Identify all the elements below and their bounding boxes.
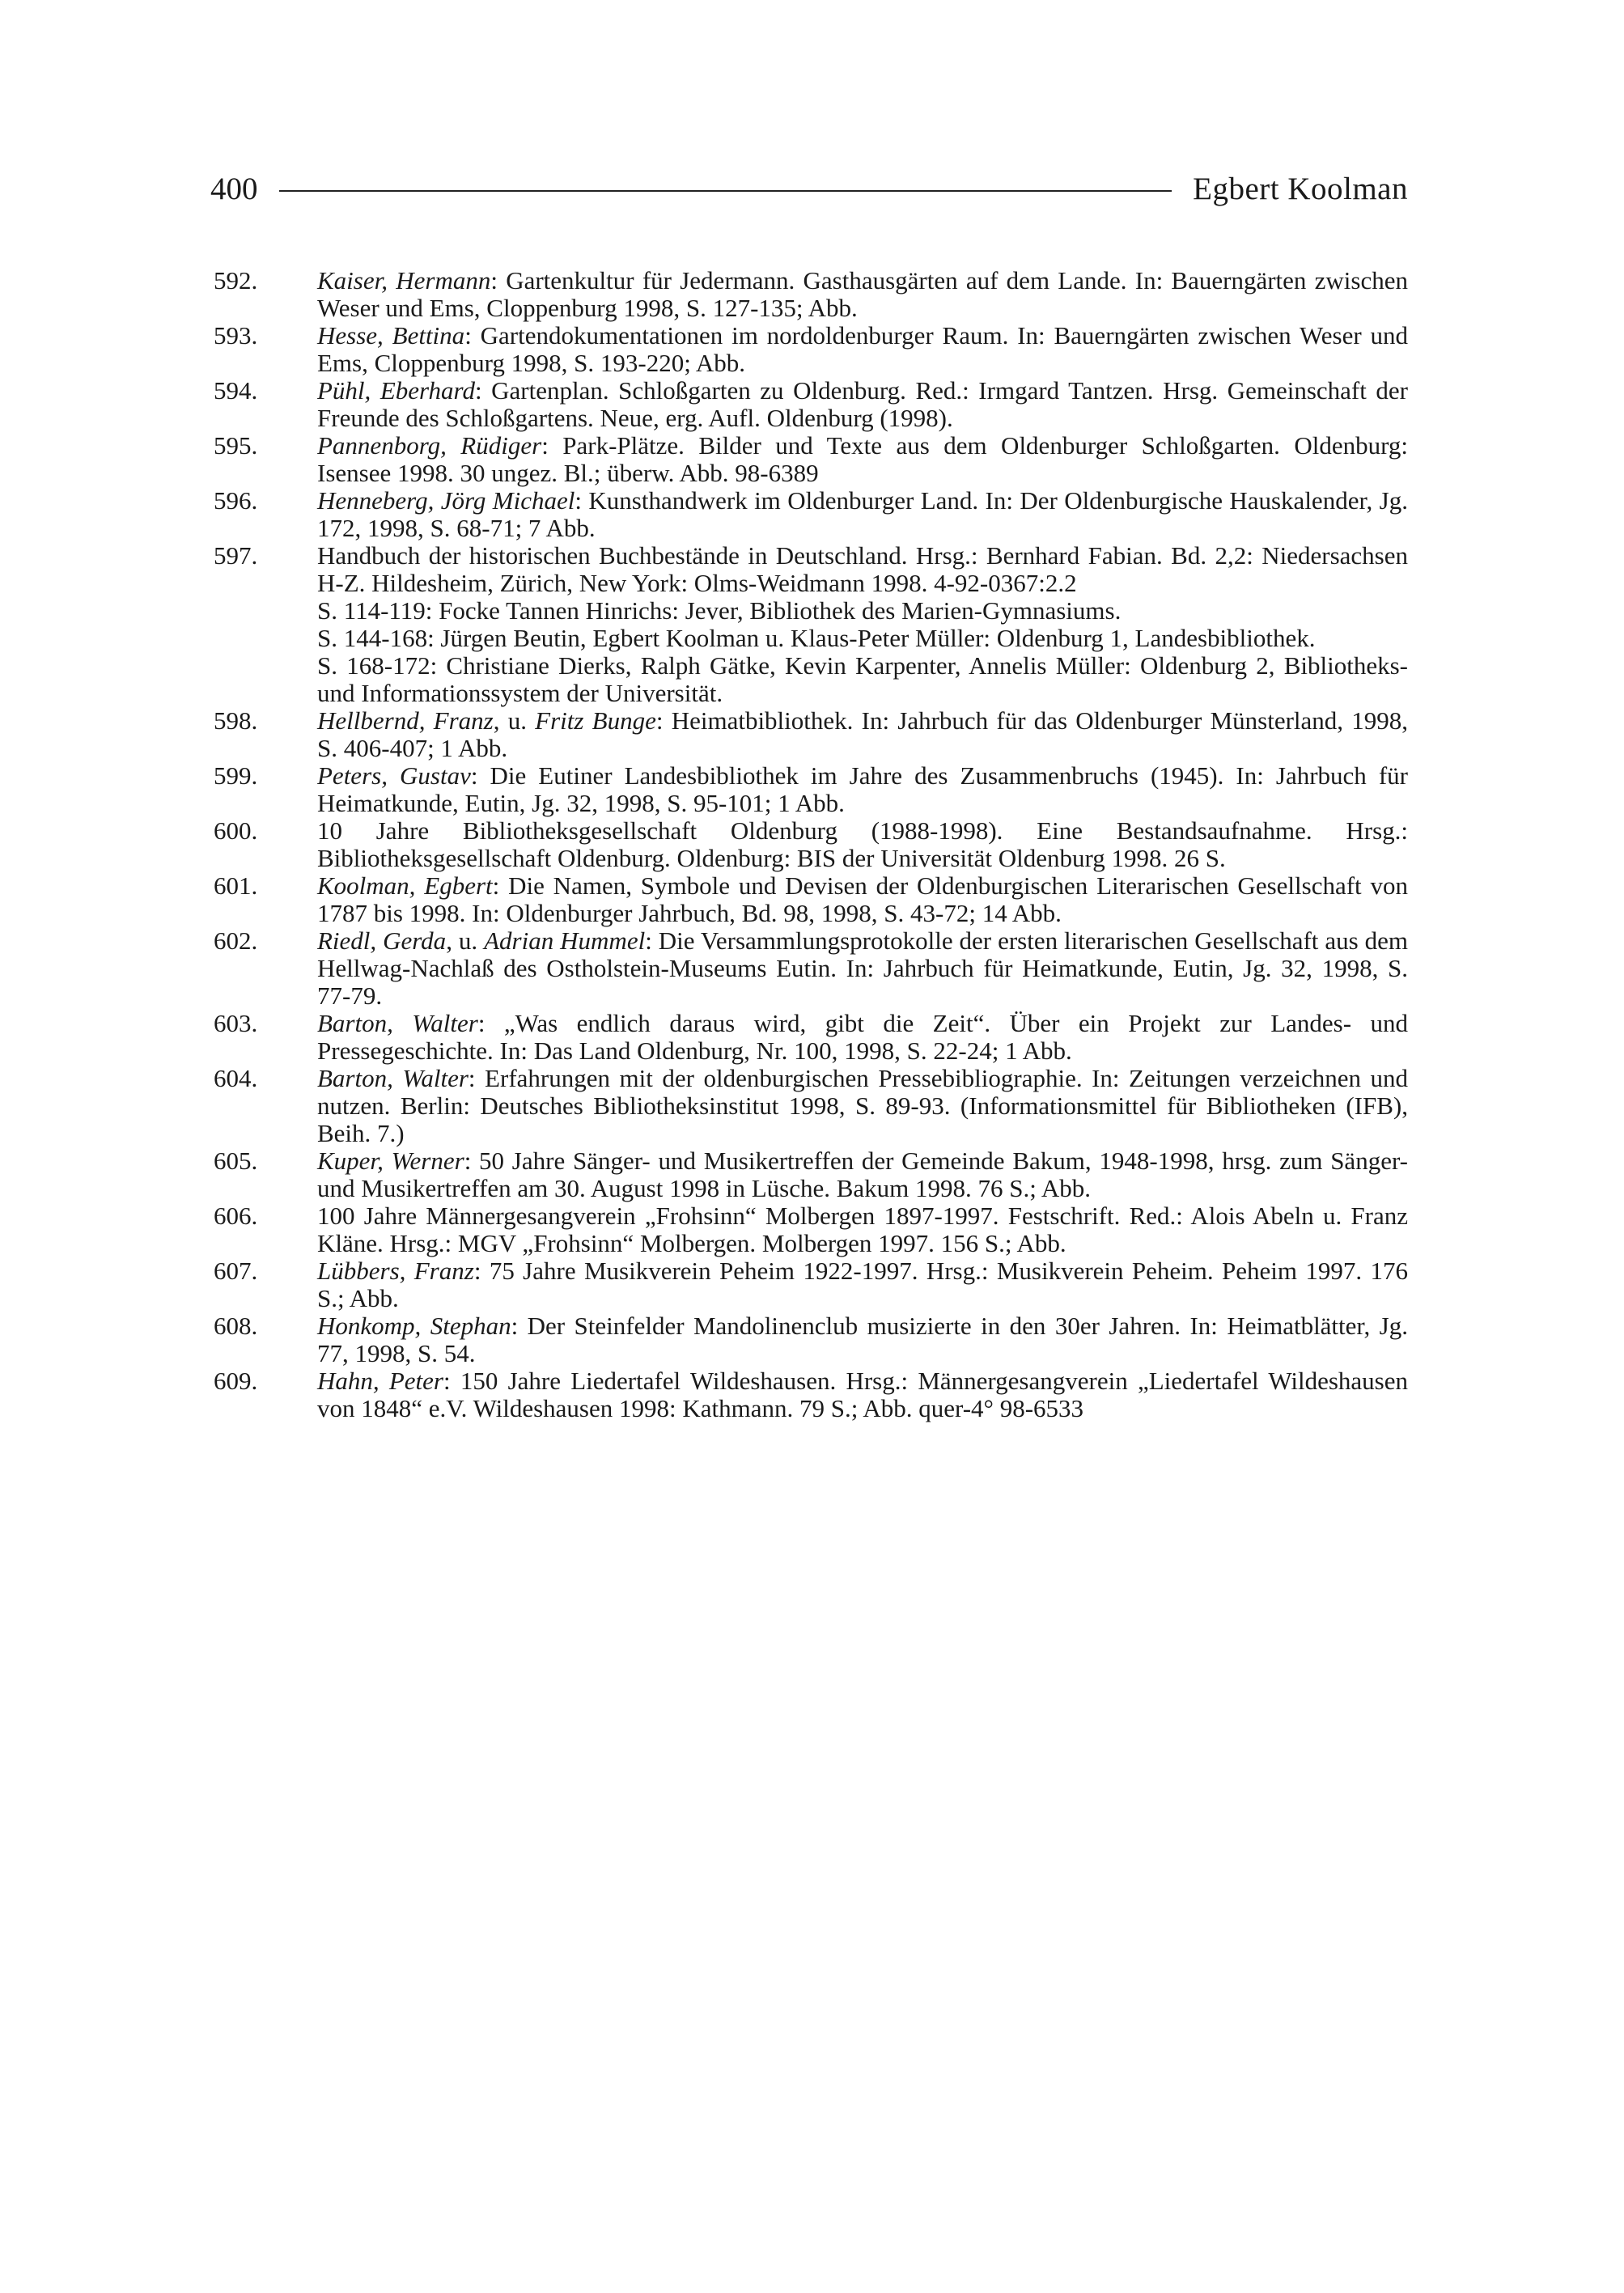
citation-text: , u. <box>446 926 485 955</box>
entry-citation <box>317 817 1408 872</box>
bibliography-entry <box>214 1010 1408 1065</box>
entry-subcitation <box>317 625 1408 652</box>
entry-number: 592. <box>214 266 258 295</box>
bibliography-entry <box>214 1367 1408 1422</box>
citation-text: : Die Eutiner Landesbibliothek im Jahre des Zusammenbruchs (1945). In: Jahrbuch für Heimatkunde, Eutin, Jg. 32, 1998, S. 95-101; 1 Abb. <box>317 761 1408 817</box>
citation-text: : Gartenkultur für Jedermann. Gasthausgärten auf dem Lande. In: Bauerngärten zwischen Weser und Ems, Cloppenburg 1998, S. 127-135; Abb. <box>317 266 1408 322</box>
page-number: 400 <box>210 171 258 206</box>
entry-body <box>317 1065 1408 1147</box>
entry-number: 601. <box>214 871 258 900</box>
entry-citation <box>317 377 1408 432</box>
entry-number: 609. <box>214 1367 258 1395</box>
author-name: Kaiser, Hermann <box>317 266 491 295</box>
citation-text: : Kunsthandwerk im Oldenburger Land. In: Der Oldenburgische Hauskalender, Jg. 172, 1998, S. 68-71; 7 Abb. <box>317 486 1408 542</box>
bibliography-entry <box>214 1312 1408 1367</box>
author-name: Henneberg, Jörg Michael <box>317 486 575 515</box>
entry-body <box>317 432 1408 487</box>
entry-number: 606. <box>214 1202 258 1230</box>
bibliography-entry <box>214 322 1408 377</box>
entry-body <box>317 1147 1408 1202</box>
page-header <box>210 166 1408 211</box>
entry-number: 605. <box>214 1146 258 1175</box>
author-name: Kuper, Werner <box>317 1146 464 1175</box>
entry-citation <box>317 322 1408 377</box>
entry-number: 596. <box>214 486 258 515</box>
entry-body <box>317 872 1408 927</box>
author-name: Hellbernd, Franz <box>317 706 494 735</box>
entry-citation <box>317 1147 1408 1202</box>
entry-body <box>317 542 1408 707</box>
entry-number: 603. <box>214 1009 258 1037</box>
bibliography-entry <box>214 927 1408 1010</box>
entry-citation <box>317 487 1408 542</box>
entry-body <box>317 267 1408 322</box>
bibliography-entry <box>214 762 1408 817</box>
entry-number: 607. <box>214 1257 258 1285</box>
entry-body <box>317 817 1408 872</box>
entry-citation <box>317 432 1408 487</box>
citation-text: : Gartendokumentationen im nordoldenburger Raum. In: Bauerngärten zwischen Weser und Ems, Cloppenburg 1998, S. 193-220; Abb. <box>317 321 1409 377</box>
author-name: Hahn, Peter <box>317 1367 443 1395</box>
citation-text: : 50 Jahre Sänger- und Musikertreffen der Gemeinde Bakum, 1948-1998, hrsg. zum Sänger- und Musikertreffen am 30. August 1998 in Lüsche. Bakum 1998. 76 S.; Abb. <box>317 1146 1408 1202</box>
entry-number: 597. <box>214 541 258 570</box>
citation-text: : 150 Jahre Liedertafel Wildeshausen. Hrsg.: Männergesangverein „Liedertafel Wildeshausen von 1848“ e.V. Wildeshausen 1998: Kathmann. 79 S.; Abb. quer-4° 98-6533 <box>317 1367 1408 1422</box>
entry-body <box>317 1257 1408 1312</box>
entry-number: 604. <box>214 1064 258 1092</box>
running-head: Egbert Koolman <box>1193 171 1408 206</box>
entry-citation <box>317 872 1408 927</box>
entry-subcitation <box>317 597 1408 625</box>
author-name: Pühl, Eberhard <box>317 376 475 405</box>
entry-number: 598. <box>214 706 258 735</box>
entry-body <box>317 487 1408 542</box>
author-name: Barton, Walter <box>317 1009 478 1037</box>
author-name: Riedl, Gerda <box>317 926 447 955</box>
entry-citation <box>317 1257 1408 1312</box>
bibliography-entry <box>214 1202 1408 1257</box>
entry-citation <box>317 1367 1408 1422</box>
entry-body <box>317 1202 1408 1257</box>
citation-text: : Der Steinfelder Mandolinenclub musizierte in den 30er Jahren. In: Heimatblätter, Jg. 77, 1998, S. 54. <box>317 1312 1408 1367</box>
entry-citation <box>317 1312 1408 1367</box>
author-name: Pannenborg, Rüdiger <box>317 431 542 460</box>
citation-text: S. 144-168: Jürgen Beutin, Egbert Koolman u. Klaus-Peter Müller: Oldenburg 1, Landesbibliothek. <box>317 624 1316 652</box>
entry-number: 595. <box>214 431 258 460</box>
entry-citation <box>317 707 1408 762</box>
entry-number: 594. <box>214 376 258 405</box>
entry-body <box>317 762 1408 817</box>
bibliography-entry <box>214 872 1408 927</box>
citation-text: : 75 Jahre Musikverein Peheim 1922-1997. Hrsg.: Musikverein Peheim. Peheim 1997. 176 S.; Abb. <box>317 1257 1408 1312</box>
entry-citation <box>317 1202 1408 1257</box>
citation-text: S. 168-172: Christiane Dierks, Ralph Gätke, Kevin Karpenter, Annelis Müller: Oldenburg 2, Bibliotheks- und Informationssystem der Universität. <box>317 651 1408 707</box>
author-name: Honkomp, Stephan <box>317 1312 511 1340</box>
citation-text: : Die Versammlungsprotokolle der ersten literarischen Gesellschaft aus dem Hellwag-Nachlaß des Ostholstein-Museums Eutin. In: Jahrbuch für Heimatkunde, Eutin, Jg. 32, 1998, S. 77-79. <box>317 926 1409 1010</box>
entry-body <box>317 1367 1408 1422</box>
author-name: Lübbers, Franz <box>317 1257 474 1285</box>
entry-citation <box>317 542 1408 597</box>
citation-text: : Die Namen, Symbole und Devisen der Oldenburgischen Literarischen Gesellschaft von 1787 bis 1998. In: Oldenburger Jahrbuch, Bd. 98, 1998, S. 43-72; 14 Abb. <box>317 871 1408 927</box>
entry-body <box>317 1010 1408 1065</box>
entry-number: 599. <box>214 761 258 790</box>
entry-citation <box>317 927 1408 1010</box>
entry-number: 602. <box>214 926 258 955</box>
citation-text: , u. <box>493 706 536 735</box>
bibliography-list <box>214 267 1408 1422</box>
author-name: Hesse, Bettina <box>317 321 465 350</box>
citation-text: 100 Jahre Männergesangverein „Frohsinn“ Molbergen 1897-1997. Festschrift. Red.: Alois Abeln u. Franz Kläne. Hrsg.: MGV „Frohsinn“ Molbergen. Molbergen 1997. 156 S.; Abb. <box>317 1202 1408 1257</box>
entry-body <box>317 707 1408 762</box>
author-name: Barton, Walter <box>317 1064 469 1092</box>
entry-citation <box>317 1010 1408 1065</box>
bibliography-entry <box>214 817 1408 872</box>
bibliography-entry <box>214 1147 1408 1202</box>
entry-body <box>317 1312 1408 1367</box>
author-name: Fritz Bunge <box>535 706 656 735</box>
bibliography-entry <box>214 1065 1408 1147</box>
bibliography-entry <box>214 432 1408 487</box>
citation-text: 10 Jahre Bibliotheksgesellschaft Oldenburg (1988-1998). Eine Bestandsaufnahme. Hrsg.: Bibliotheksgesellschaft Oldenburg. Oldenburg: BIS der Universität Oldenburg 1998. 26 S. <box>317 816 1408 872</box>
entry-citation <box>317 1065 1408 1147</box>
citation-text: : Heimatbibliothek. In: Jahrbuch für das Oldenburger Münsterland, 1998, S. 406-407; 1 Abb. <box>317 706 1409 762</box>
bibliography-entry <box>214 487 1408 542</box>
entry-number: 593. <box>214 321 258 350</box>
author-name: Peters, Gustav <box>317 761 471 790</box>
header-rule <box>279 190 1172 192</box>
citation-text: Handbuch der historischen Buchbestände in Deutschland. Hrsg.: Bernhard Fabian. Bd. 2,2: Niedersachsen H-Z. Hildesheim, Zürich, New York: Olms-Weidmann 1998. 4-92-0367:2.2 <box>317 541 1408 597</box>
entry-citation <box>317 267 1408 322</box>
citation-text: : Park-Plätze. Bilder und Texte aus dem Oldenburger Schloßgarten. Oldenburg: Isensee 1998. 30 ungez. Bl.; überw. Abb. 98-6389 <box>317 431 1409 487</box>
entry-citation <box>317 762 1408 817</box>
bibliography-entry <box>214 267 1408 322</box>
entry-subcitation <box>317 652 1408 707</box>
bibliography-entry <box>214 1257 1408 1312</box>
entry-body <box>317 927 1408 1010</box>
entry-number: 608. <box>214 1312 258 1340</box>
entry-number: 600. <box>214 816 258 845</box>
citation-text: : Gartenplan. Schloßgarten zu Oldenburg. Red.: Irmgard Tantzen. Hrsg. Gemeinschaft der Freunde des Schloßgartens. Neue, erg. Aufl. Oldenburg (1998). <box>317 376 1408 432</box>
citation-text: S. 114-119: Focke Tannen Hinrichs: Jever, Bibliothek des Marien-Gymnasiums. <box>317 596 1122 625</box>
author-name: Koolman, Egbert <box>317 871 493 900</box>
bibliography-entry <box>214 542 1408 707</box>
bibliography-entry <box>214 707 1408 762</box>
entry-body <box>317 322 1408 377</box>
bibliography-entry <box>214 377 1408 432</box>
author-name: Adrian Hummel <box>484 926 646 955</box>
citation-text: : „Was endlich daraus wird, gibt die Zeit“. Über ein Projekt zur Landes- und Pressegeschichte. In: Das Land Oldenburg, Nr. 100, 1998, S. 22-24; 1 Abb. <box>317 1009 1408 1065</box>
entry-body <box>317 377 1408 432</box>
citation-text: : Erfahrungen mit der oldenburgischen Pressebibliographie. In: Zeitungen verzeichnen und nutzen. Berlin: Deutsches Bibliotheksinstitut 1998, S. 89-93. (Informationsmittel für Bibliotheken (IFB), Beih. 7.) <box>317 1064 1409 1147</box>
